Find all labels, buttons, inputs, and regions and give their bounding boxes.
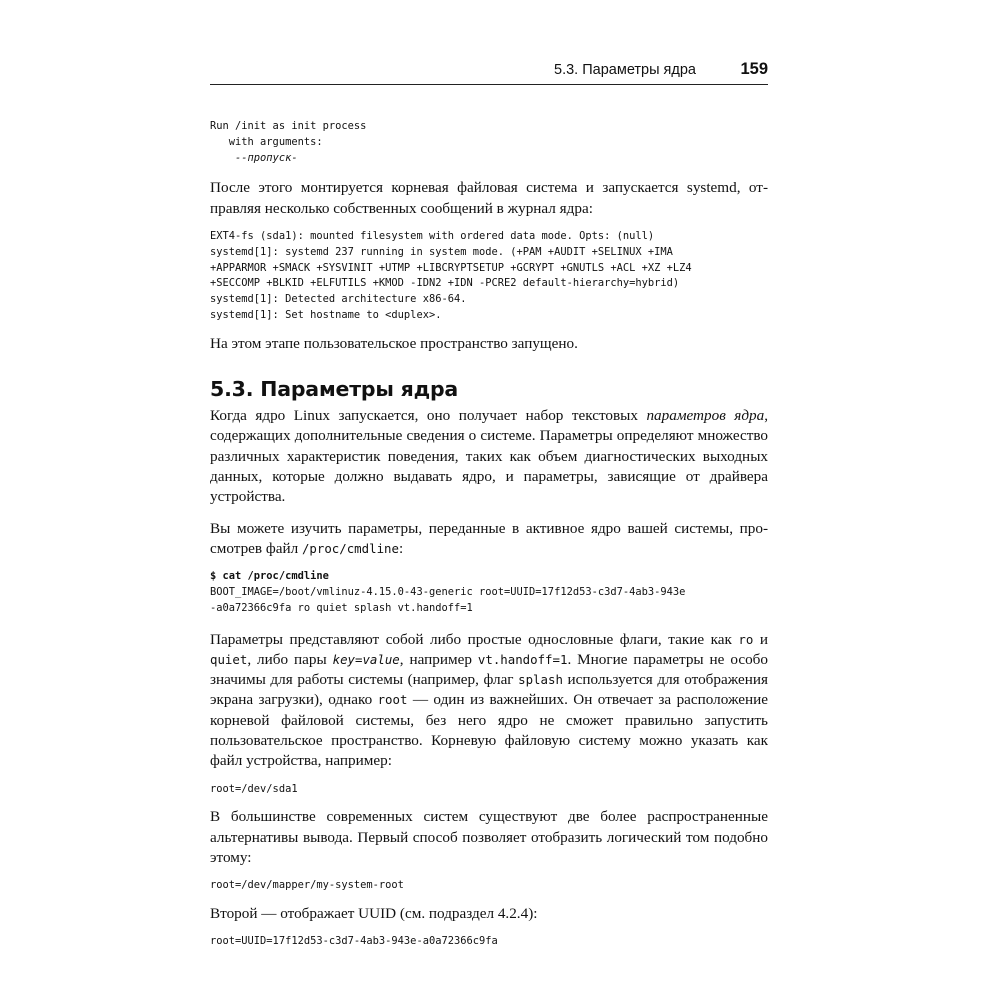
code-line: BOOT_IMAGE=/boot/vmlinuz-4.15.0-43-generic root=UUID=17f12d53-c3d7-4ab3-943e: [210, 585, 686, 598]
paragraph-intro: [210, 406, 768, 507]
code-line: -a0a72366c9fa ro quiet splash vt.handoff=1: [210, 601, 473, 614]
code-line: Run /init as init process: [210, 120, 367, 132]
paragraph-userspace: На этом этапе пользовательское пространство запущено.: [210, 334, 578, 352]
text-run: , содержащих дополнительные сведения о системе. Параметры определяют множество различных характеристик поведения, таких как объем диагностических выходных данных, которые должно выдавать ядро, и параметры, зависящие от драйвера устройства.: [210, 407, 768, 506]
text-run: используется для отображения экрана загрузки), однако: [210, 671, 769, 709]
inline-code: /proc/cmdline: [301, 540, 399, 556]
running-head: [210, 60, 768, 85]
text-run: Когда ядро Linux запускается, оно получает набор текстовых: [210, 407, 647, 425]
code-indent: [210, 152, 235, 164]
code-block-root-uuid: root=UUID=17f12d53-c3d7-4ab3-943e-a0a72366c9fa: [210, 935, 498, 948]
code-line: +APPARMOR +SMACK +SYSVINIT +UTMP +LIBCRYPTSETUP +GCRYPT +GNUTLS +ACL +XZ +LZ4: [210, 261, 692, 274]
inline-code: root: [377, 692, 408, 708]
paragraph-params: [210, 630, 768, 772]
inline-code: vt.handoff=1: [477, 651, 568, 667]
page-number: 159: [740, 60, 768, 78]
text-run: , либо пары: [247, 650, 333, 668]
code-line: EXT4-fs (sda1): mounted filesystem with ordered data mode. Opts: (null): [210, 229, 655, 242]
text-run: :: [398, 539, 404, 557]
code-line: +SECCOMP +BLKID +ELFUTILS +KMOD -IDN2 +IDN -PCRE2 default-hierarchy=hybrid): [210, 277, 680, 290]
code-line-omitted: --пропуск-: [235, 151, 298, 164]
running-head-title: 5.3. Параметры ядра: [554, 62, 696, 78]
text-run: Параметры представляют собой либо простые однословные флаги, такие как: [210, 630, 739, 648]
code-block-root-mapper: root=/dev/mapper/my-system-root: [210, 879, 404, 892]
text-run: . Многие параметры не особо значимы для работы системы (например, флаг: [210, 650, 768, 689]
text-run: Вы можете изучить параметры, переданные в активное ядро вашей системы, просмотрев файл: [210, 519, 768, 557]
text-run: , например: [399, 650, 478, 668]
inline-code: splash: [518, 672, 563, 688]
emphasis-term: параметров ядра: [646, 407, 765, 425]
code-block-kernel-log: [210, 229, 768, 324]
code-block-init: [210, 119, 768, 166]
code-line: systemd[1]: systemd 237 running in system mode. (+PAM +AUDIT +SELINUX +IMA: [210, 245, 673, 258]
code-line: with arguments:: [210, 135, 323, 148]
paragraph-modern: В большинстве современных систем существуют две более распространенные альтернативы вывода. Первый способ позволяет отобразить логический том подобно этому:: [210, 808, 768, 866]
inline-code: quiet: [210, 651, 248, 667]
text-run: и: [753, 630, 768, 648]
paragraph-study: [210, 519, 768, 560]
paragraph-uuid: Второй — отображает UUID (см. подраздел 4.2.4):: [210, 905, 538, 923]
code-line: systemd[1]: Set hostname to <duplex>.: [210, 308, 442, 321]
code-block-cmdline: [210, 569, 768, 616]
section-heading: 5.3. Параметры ядра: [210, 377, 459, 402]
code-block-root-device: root=/dev/sda1: [210, 782, 298, 795]
inline-code: key=value: [332, 651, 400, 667]
text-run: — один из важнейших. Он отвечает за расположение корневой файловой системы, без него ядро не сможет правильно запустить пользовательское пространство. Корневую файловую систему можно указать как файл устройства, например:: [210, 691, 768, 770]
paragraph-mount: После этого монтируется корневая файловая система и запускается systemd, отправляя несколько собственных сообщений в журнал ядра:: [210, 179, 768, 217]
page-content: [210, 119, 768, 950]
command-line: $ cat /proc/cmdline: [210, 570, 329, 583]
inline-code: ro: [738, 631, 754, 647]
code-line: systemd[1]: Detected architecture x86-64.: [210, 293, 467, 306]
